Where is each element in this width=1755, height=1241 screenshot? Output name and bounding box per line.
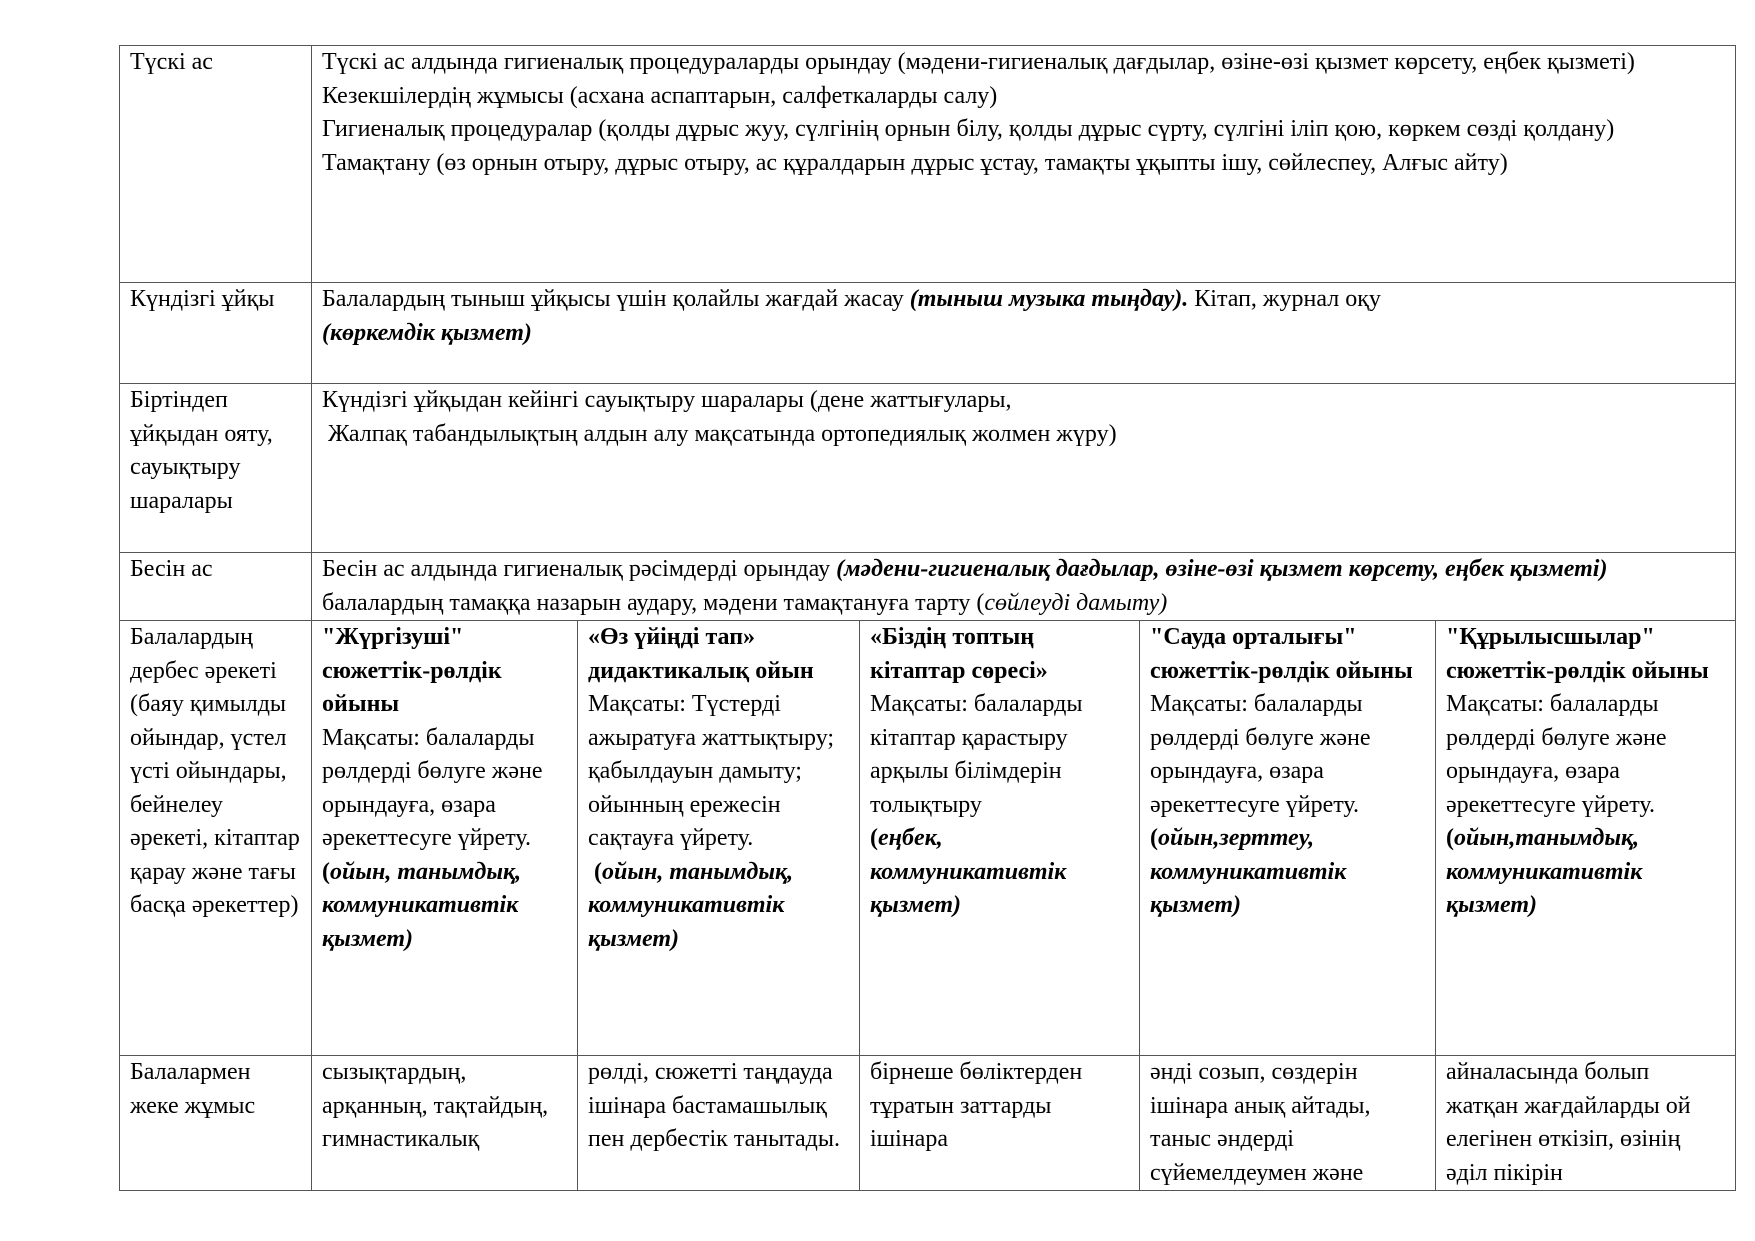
nap-content [312, 283, 1736, 384]
row-wake [120, 384, 1736, 553]
activity-day-2 [578, 621, 860, 1056]
activity-paren: ( [588, 858, 602, 885]
row-individual [120, 1056, 1736, 1191]
individual-day-1: сызықтардың, арқанның, тақтайдың, гимнастикалық [312, 1056, 578, 1191]
activity-goal: Мақсаты: балаларды рөлдерді бөлуге және орындауға, өзара әрекеттесуге үйрету. [1446, 691, 1667, 818]
activity-day-5 [1436, 621, 1736, 1056]
activity-goal: Мақсаты: балаларды кітаптар қарастыру арқылы білімдерін толықтыру [870, 691, 1083, 818]
snack-text-emphasis: (мәдени-гигиеналық дағдылар, өзіне-өзі қызмет көрсету, еңбек қызметі) [836, 556, 1608, 582]
nap-text: Кітап, журнал оқу [1188, 286, 1381, 312]
activity-paren: ( [322, 858, 330, 885]
activity-day-4 [1140, 621, 1436, 1056]
activity-types: ойын,танымдық, коммуникативтік қызмет) [1446, 825, 1643, 918]
snack-text-italic: сөйлеуді дамыту) [984, 589, 1168, 616]
wake-content [312, 384, 1736, 553]
activity-title: «Біздің топтың кітаптар сөресі» [870, 624, 1048, 684]
activity-day-3 [860, 621, 1140, 1056]
lunch-line: Кезекшілердің жұмысы (асхана аспаптарын, салфеткаларды салу) [322, 82, 998, 109]
lunch-line: Гигиеналық процедуралар (қолды дұрыс жуу, сүлгінің орнын білу, қолды дұрыс сүрту, сүлгіні іліп қою, көркем сөзді қолдану) [322, 116, 1615, 142]
row-label-wake: Біртіндеп ұйқыдан ояту, сауықтыру шаралары [120, 384, 312, 553]
individual-day-4: әнді созып, сөздерін ішінара анық айтады, таныс әндерді сүйемелдеумен және [1140, 1056, 1436, 1191]
activity-day-1 [312, 621, 578, 1056]
activity-title: «Өз үйіңді тап» дидактикалық ойын [588, 624, 814, 684]
activity-paren: ( [870, 825, 878, 851]
lunch-content [312, 46, 1736, 283]
activity-goal: Мақсаты: балаларды рөлдерді бөлуге және орындауға, өзара әрекеттесуге үйрету. [1150, 691, 1371, 818]
nap-text: Балалардың тыныш ұйқысы үшін қолайлы жағдай жасау [322, 286, 910, 312]
activity-types: ойын,зерттеу, коммуникативтік қызмет) [1150, 825, 1347, 918]
individual-day-2: рөлді, сюжетті таңдауда ішінара бастамашылық пен дербестік танытады. [578, 1056, 860, 1191]
row-label-lunch: Түскі ас [120, 46, 312, 283]
snack-text: Бесін ас алдында гигиеналық рәсімдерді орындау [322, 556, 837, 582]
row-activity [120, 621, 1736, 1056]
nap-activity-type: (көркемдік қызмет) [322, 319, 532, 346]
snack-text: балалардың тамаққа назарын аудару, мәдени тамақтануға тарту ( [322, 589, 985, 616]
lunch-line: Тамақтану (өз орнын отыру, дұрыс отыру, ас құралдарын дұрыс ұстау, тамақты ұқыпты ішу, сөйлеспеу, Алғыс айту) [322, 149, 1508, 176]
individual-day-3: бірнеше бөліктерден тұратын заттарды ішінара [860, 1056, 1140, 1191]
nap-text-emphasis: (тыныш музыка тыңдау). [909, 286, 1189, 312]
activity-title: "Жүргізуші" сюжеттік-рөлдік ойыны [322, 624, 502, 717]
activity-goal: Мақсаты: Түстерді ажыратуға жаттықтыру; қабылдауын дамыту; ойынның ережесін сақтауға үйрету. [588, 691, 841, 851]
activity-types: ойын, танымдық, коммуникативтік қызмет) [322, 858, 522, 952]
daily-plan-table [119, 45, 1736, 1191]
activity-paren: ( [1150, 825, 1158, 851]
activity-types: еңбек, коммуникативтік қызмет) [870, 825, 1067, 918]
activity-title: "Құрылысшылар" сюжеттік-рөлдік ойыны [1446, 624, 1709, 684]
wake-line: Жалпақ табандылықтың алдын алу мақсатында ортопедиялық жолмен жүру) [322, 420, 1117, 447]
lunch-line: Түскі ас алдында гигиеналық процедураларды орындау (мәдени-гигиеналық дағдылар, өзіне-өзі қызмет көрсету, еңбек қызметі) [322, 49, 1635, 75]
activity-types: ойын, танымдық, коммуникативтік қызмет) [588, 858, 800, 952]
activity-title: "Сауда орталығы" сюжеттік-рөлдік ойыны [1150, 624, 1413, 684]
activity-paren: ( [1446, 825, 1454, 851]
row-nap [120, 283, 1736, 384]
activity-goal: Мақсаты: балаларды рөлдерді бөлуге және орындауға, өзара әрекеттесуге үйрету. [322, 724, 543, 851]
row-snack [120, 553, 1736, 621]
individual-day-5: айналасында болып жатқан жағдайларды ой елегінен өткізіп, өзінің әділ пікірін [1436, 1056, 1736, 1191]
row-lunch [120, 46, 1736, 283]
row-label-activity: Балалардың дербес әрекеті (баяу қимылды ойындар, үстел үсті ойындары, бейнелеу әрекеті, кітаптар қарау және тағы басқа әрекеттер) [120, 621, 312, 1056]
row-label-nap: Күндізгі ұйқы [120, 283, 312, 384]
row-label-individual: Балалармен жеке жұмыс [120, 1056, 312, 1191]
snack-content [312, 553, 1736, 621]
wake-line: Күндізгі ұйқыдан кейінгі сауықтыру шаралары (дене жаттығулары, [322, 387, 1012, 413]
row-label-snack: Бесін ас [120, 553, 312, 621]
